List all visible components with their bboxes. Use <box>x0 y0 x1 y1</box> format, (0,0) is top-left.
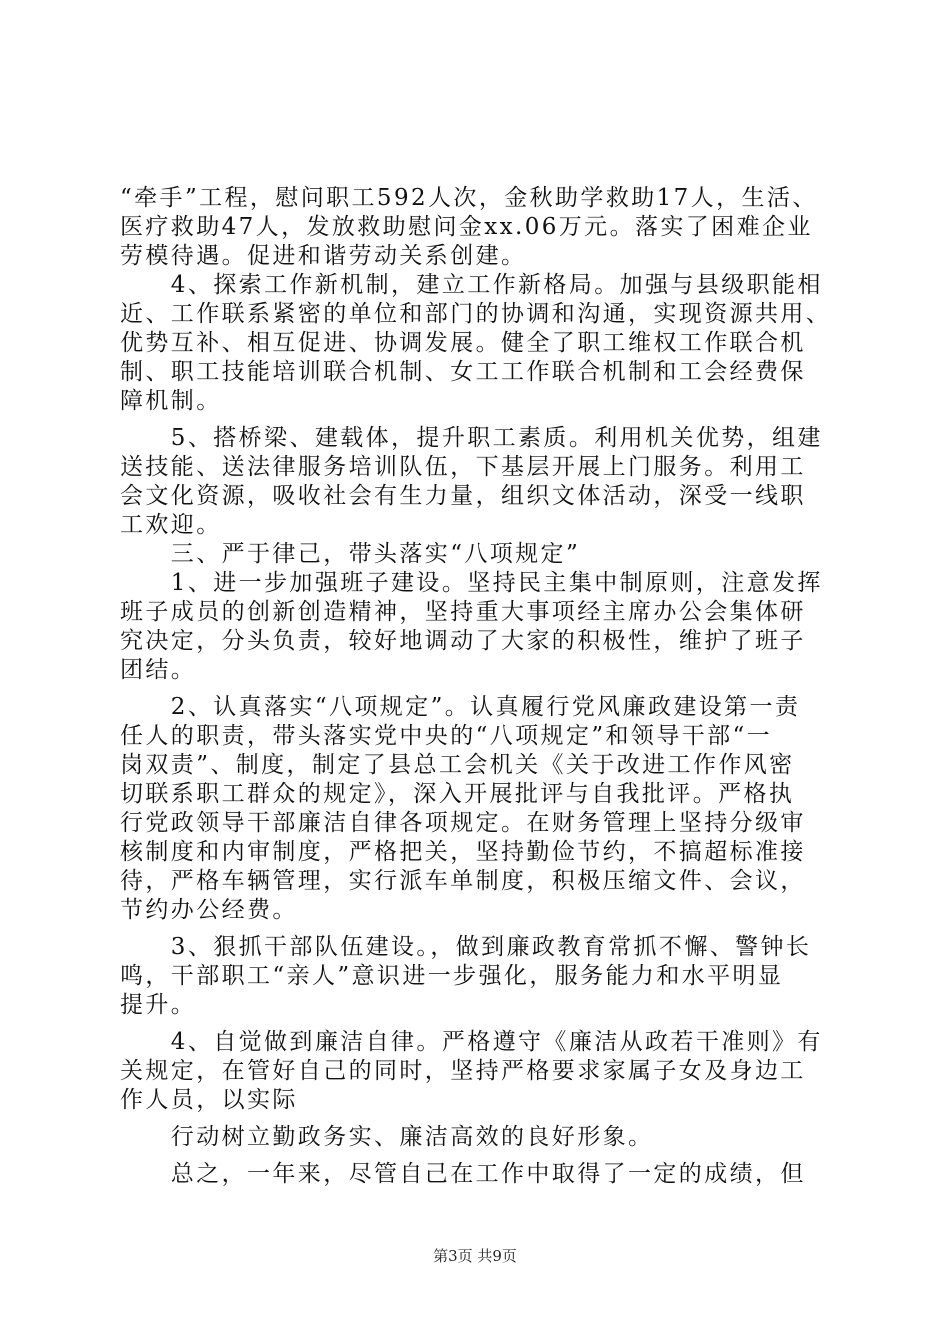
text-line: 3、狠抓干部队伍建设。，做到廉政教育常抓不懈、警钟长 <box>120 934 812 960</box>
text-line: 提升。 <box>120 992 197 1018</box>
text-line: 行党政领导干部廉洁自律各项规定。在财务管理上坚持分级审 <box>120 810 806 836</box>
text-line: 切联系职工群众的规定》，深入开展批评与自我批评。严格执 <box>120 781 795 807</box>
text-line: “牵手”工程，慰问职工592人次，金秋助学救助17人，生活、 <box>120 185 818 211</box>
text-line: 送技能、送法律服务培训队伍，下基层开展上门服务。利用工 <box>120 454 806 480</box>
text-line: 岗双责”、制度，制定了县总工会机关《关于改进工作作风密 <box>120 752 795 778</box>
text-line: 劳模待遇。促进和谐劳动关系创建。 <box>120 243 527 269</box>
text-line: 鸣，干部职工“亲人”意识进一步强化，服务能力和水平明显 <box>120 963 784 989</box>
section-heading: 三、严于律己，带头落实“八项规定” <box>120 541 581 567</box>
text-line: 会文化资源，吸收社会有生力量，组织文体活动，深受一线职 <box>120 483 806 509</box>
text-line: 团结。 <box>120 657 197 683</box>
text-line: 节约办公经费。 <box>120 897 298 923</box>
text-line: 工欢迎。 <box>120 512 222 538</box>
text-line: 5、搭桥梁、建载体，提升职工素质。利用机关优势，组建 <box>120 425 823 451</box>
text-line: 关规定，在管好自己的同时，坚持严格要求家属子女及身边工 <box>120 1058 806 1084</box>
text-line: 行动树立勤政务实、廉洁高效的良好形象。 <box>120 1124 654 1150</box>
text-line: 班子成员的创新创造精神，坚持重大事项经主席办公会集体研 <box>120 599 806 625</box>
text-line: 究决定，分头负责，较好地调动了大家的积极性，维护了班子 <box>120 628 806 654</box>
text-line: 任人的职责，带头落实党中央的“八项规定”和领导干部“一 <box>120 723 773 749</box>
text-line: 医疗救助47人，发放救助慰问金xx.06万元。落实了困难企业 <box>120 214 813 240</box>
text-line: 制、职工技能培训联合机制、女工工作联合机制和工会经费保 <box>120 359 806 385</box>
text-line: 1、进一步加强班子建设。坚持民主集中制原则，注意发挥 <box>120 570 823 596</box>
page-footer: 第3页 共9页 <box>433 1247 517 1265</box>
text-line: 4、自觉做到廉洁自律。严格遵守《廉洁从政若干准则》有 <box>120 1029 823 1055</box>
text-line: 2、认真落实“八项规定”。认真履行党风廉政建设第一责 <box>120 694 801 720</box>
text-line: 作人员，以实际 <box>120 1087 298 1113</box>
text-line: 障机制。 <box>120 388 222 414</box>
text-line: 总之，一年来，尽管自己在工作中取得了一定的成绩，但 <box>120 1161 806 1187</box>
text-line: 核制度和内审制度，严格把关，坚持勤俭节约，不搞超标准接 <box>120 839 806 865</box>
text-line: 待，严格车辆管理，实行派车单制度，积极压缩文件、会议， <box>120 868 806 894</box>
text-line: 近、工作联系紧密的单位和部门的协调和沟通，实现资源共用、 <box>120 301 832 327</box>
text-line: 4、探索工作新机制，建立工作新格局。加强与县级职能相 <box>120 272 823 298</box>
text-line: 优势互补、相互促进、协调发展。健全了职工维权工作联合机 <box>120 330 806 356</box>
